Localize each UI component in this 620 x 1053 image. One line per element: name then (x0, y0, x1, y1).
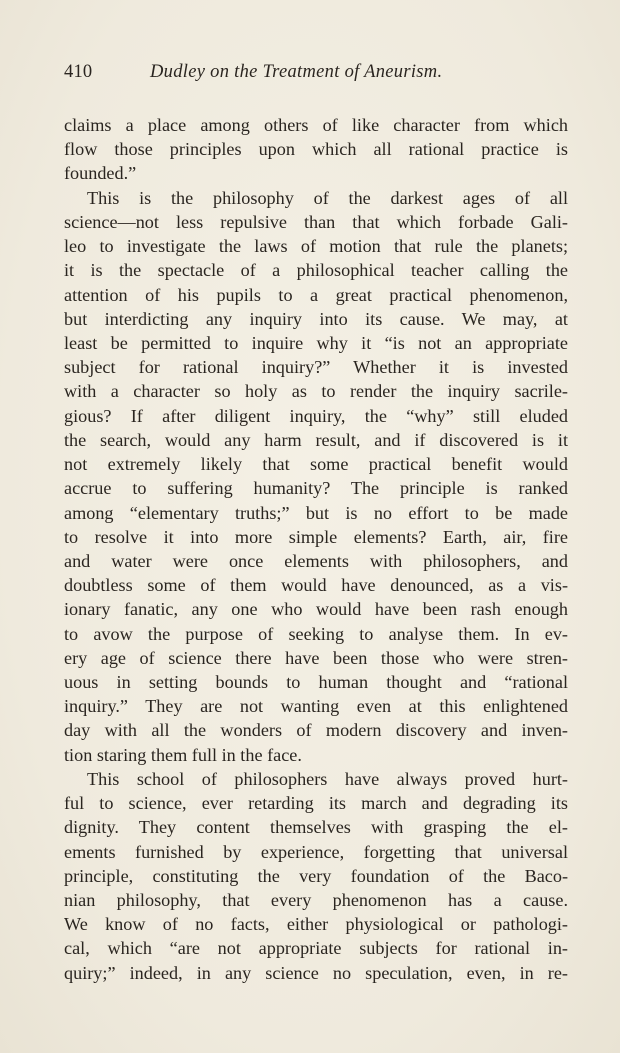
text-line: ements furnished by experience, forgetting that universal (64, 841, 568, 862)
text-line: founded.” (64, 163, 137, 184)
page-header (64, 62, 564, 86)
text-line: gious? If after diligent inquiry, the “why” still eluded (64, 405, 568, 426)
text-line: day with all the wonders of modern discovery and inven- (64, 720, 568, 741)
text-line: attention of his pupils to a great practical phenomenon, (64, 284, 568, 305)
text-line: ery age of science there have been those who were stren- (64, 647, 568, 668)
text-line: cal, which “are not appropriate subjects for rational in- (64, 938, 568, 959)
text-line: least be permitted to inquire why it “is not an appropriate (64, 332, 568, 353)
text-line: to avow the purpose of seeking to analyse them. In ev- (64, 623, 568, 644)
text-line: but interdicting any inquiry into its cause. We may, at (64, 308, 568, 329)
running-head: Dudley on the Treatment of Aneurism. (150, 62, 443, 82)
text-line: dignity. They content themselves with grasping the el- (64, 817, 568, 838)
text-line: claims a place among others of like character from which (64, 115, 568, 135)
text-line: the search, would any harm result, and if discovered is it (64, 429, 568, 450)
text-line: ful to science, ever retarding its march and degrading its (64, 793, 568, 814)
text-line: This school of philosophers have always proved hurt- (87, 768, 568, 789)
text-line: nian philosophy, that every phenomenon has a cause. (64, 890, 568, 910)
text-line: This is the philosophy of the darkest ages of all (87, 187, 568, 208)
text-line: with a character so holy as to render the inquiry sacrile- (64, 381, 568, 402)
text-line: uous in setting bounds to human thought and “rational (64, 672, 568, 693)
text-line: flow those principles upon which all rational practice is (64, 139, 568, 160)
text-line: principle, constituting the very foundation of the Baco- (64, 865, 568, 886)
body-text (64, 113, 568, 985)
text-line: to resolve it into more simple elements? Earth, air, fire (64, 526, 568, 547)
text-line: science—not less repulsive than that which forbade Gali- (64, 211, 568, 232)
text-line: not extremely likely that some practical benefit would (64, 454, 568, 475)
text-line: accrue to suffering humanity? The principle is ranked (64, 478, 568, 499)
text-line: We know of no facts, either physiological or pathologi- (64, 914, 568, 935)
text-line: it is the spectacle of a philosophical teacher calling the (64, 260, 568, 281)
text-line: quiry;” indeed, in any science no speculation, even, in re- (64, 962, 568, 983)
text-line: leo to investigate the laws of motion that rule the planets; (64, 236, 568, 257)
text-line: tion staring them full in the face. (64, 744, 302, 765)
text-line: inquiry.” They are not wanting even at this enlightened (64, 696, 568, 717)
text-line: among “elementary truths;” but is no effort to be made (64, 502, 568, 523)
page-number: 410 (64, 62, 93, 82)
text-line: subject for rational inquiry?” Whether it is invested (64, 357, 568, 378)
text-line: ionary fanatic, any one who would have been rash enough (64, 599, 568, 620)
text-line: and water were once elements with philosophers, and (64, 550, 568, 571)
text-line: doubtless some of them would have denounced, as a vis- (64, 575, 568, 596)
